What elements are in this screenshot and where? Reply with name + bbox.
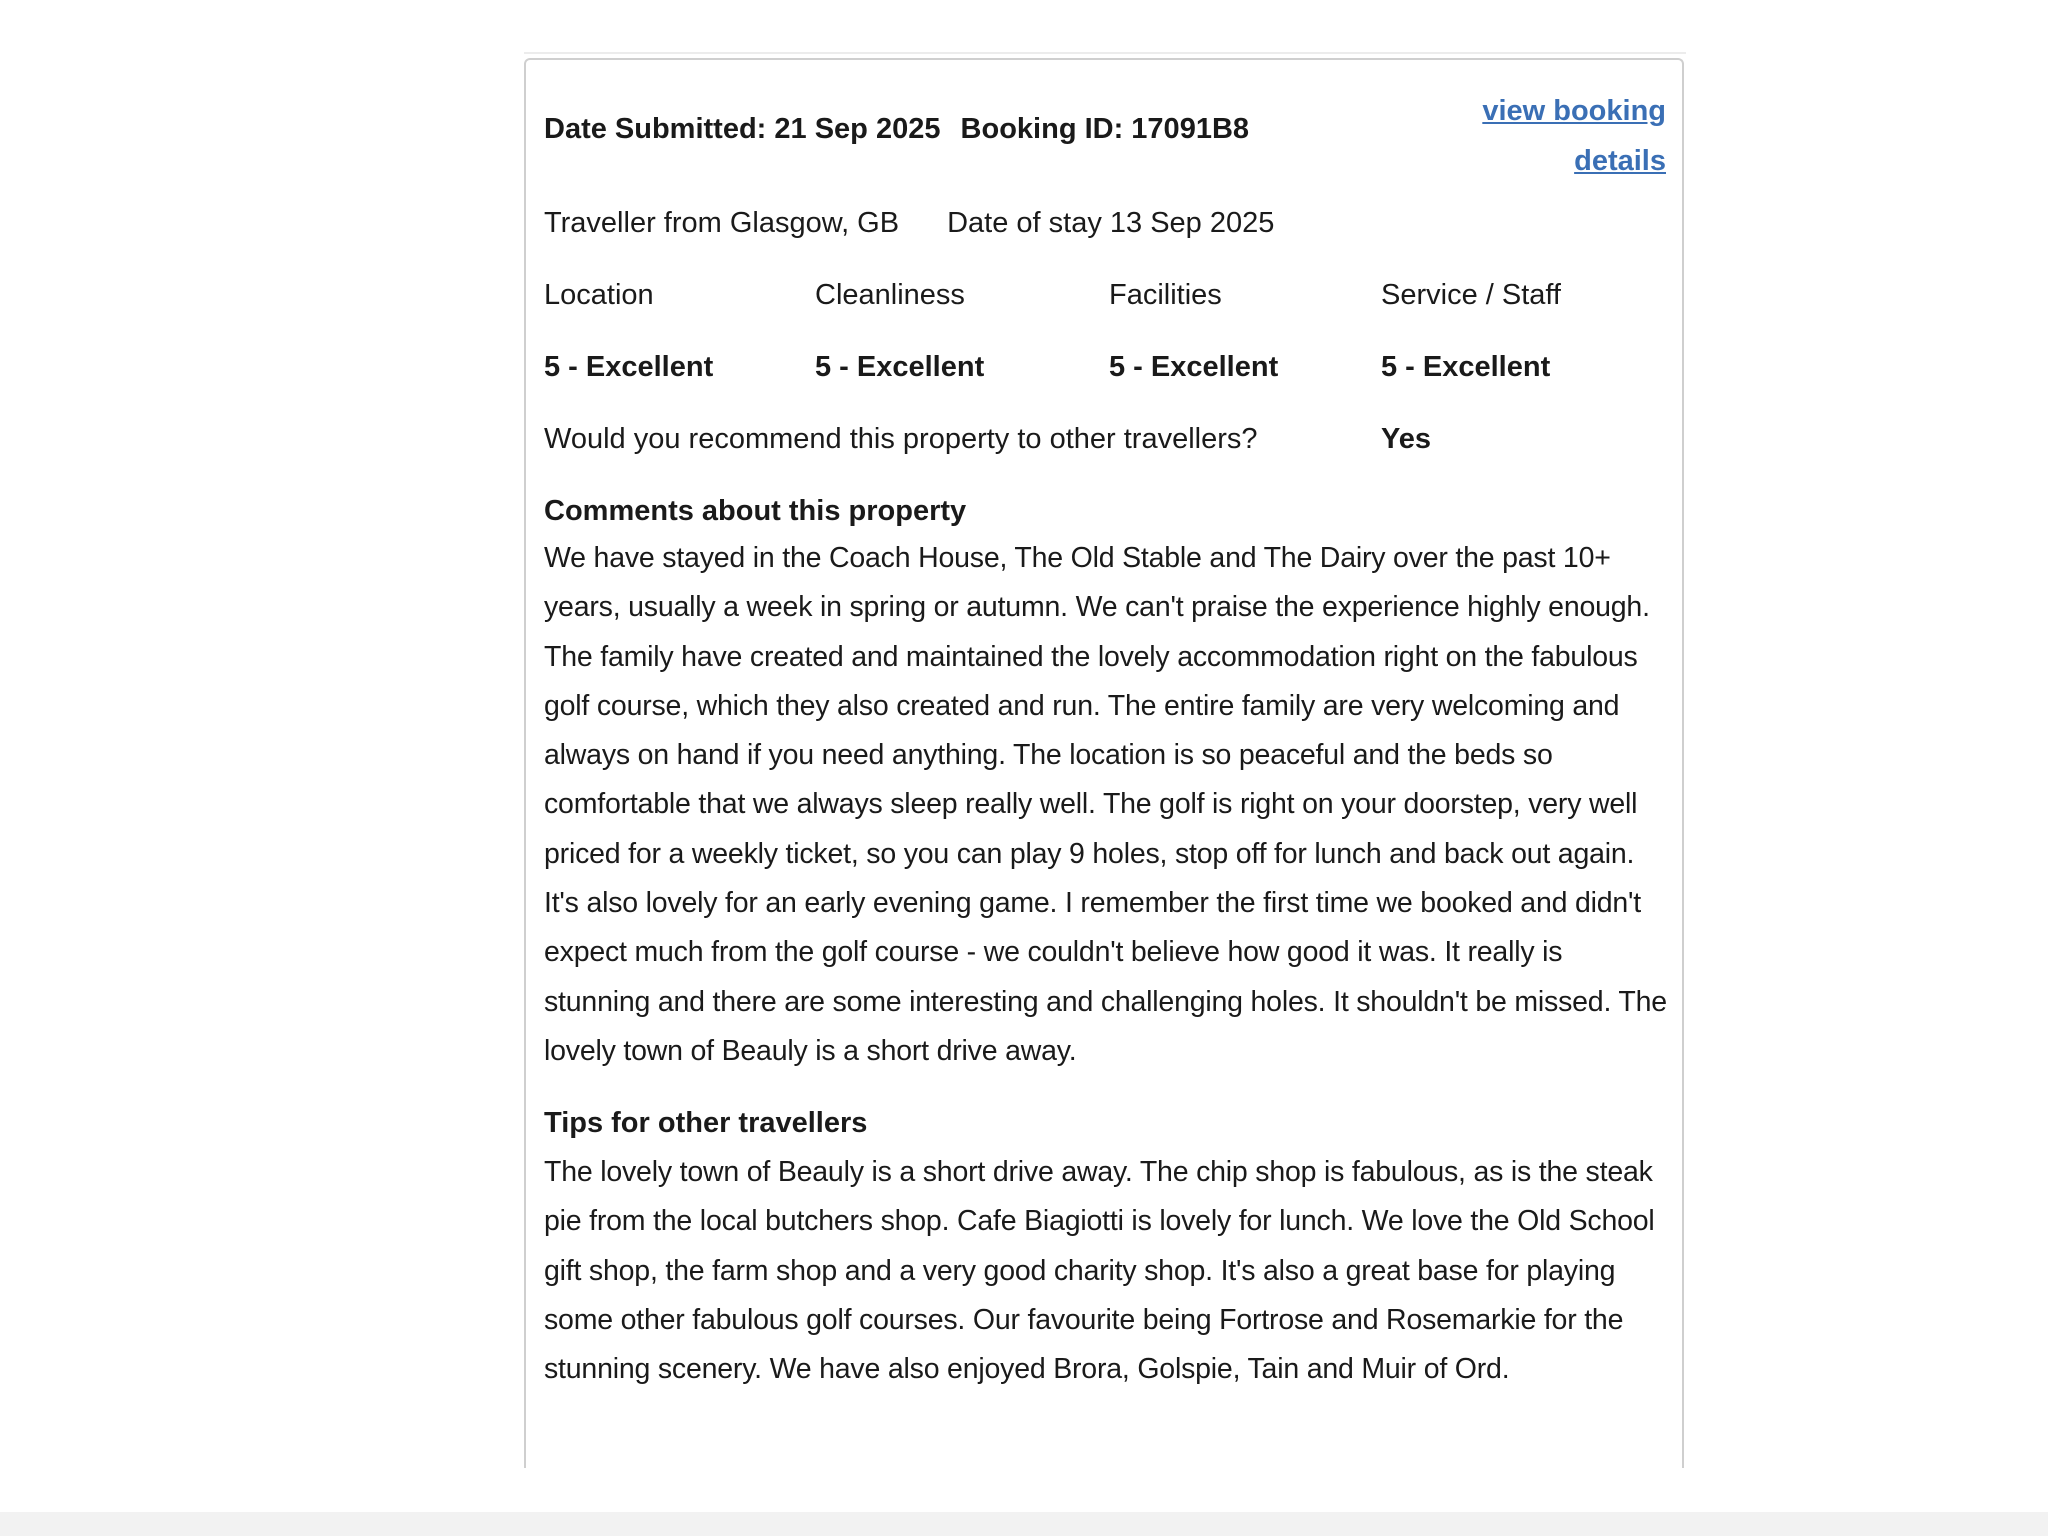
recommend-question: Would you recommend this property to other travellers?: [544, 423, 1258, 455]
traveller-info: [544, 206, 1274, 240]
view-booking-link-line2[interactable]: details: [1574, 145, 1666, 177]
tips-body: The lovely town of Beauly is a short drive away. The chip shop is fabulous, as is the steak pie from the local butchers shop. Cafe Biagiotti is lovely for lunch. We love the Old School gift shop, the farm shop and a very good charity shop. It's also a great base for playing some other fabulous golf courses. Our favourite being Fortrose and Rosemarkie for the stunning scenery. We have also enjoyed Brora, Golspie, Tain and Muir of Ord.: [544, 1156, 1655, 1386]
tips-title: Tips for other travellers: [544, 1107, 868, 1139]
rating-label-service-staff: Service / Staff: [1381, 279, 1561, 311]
review-header: [544, 112, 1249, 146]
review-card: [524, 58, 1684, 1468]
rating-value-cleanliness: 5 - Excellent: [815, 351, 985, 383]
footer-bar: [0, 1512, 2048, 1536]
comments-body: We have stayed in the Coach House, The Old Stable and The Dairy over the past 10+ years, usually a week in spring or autumn. We can't praise the experience highly enough. The family have created and maintained the lovely accommodation right on the fabulous golf course, which they also created and run. The entire family are very welcoming and always on hand if you need anything. The location is so peaceful and the beds so comfortable that we always sleep really well. The golf is right on your doorstep, very well priced for a weekly ticket, so you can play 9 holes, stop off for lunch and back out again. It's also lovely for an early evening game. I remember the first time we booked and didn't expect much from the golf course - we couldn't believe how good it was. It really is stunning and there are some interesting and challenging holes. It shouldn't be missed. The lovely town of Beauly is a short drive away.: [544, 542, 1667, 1067]
recommend-answer: Yes: [1381, 423, 1431, 455]
rating-label-cleanliness: Cleanliness: [815, 279, 965, 311]
view-booking-details-link[interactable]: [1446, 86, 1666, 186]
date-of-stay: Date of stay 13 Sep 2025: [947, 207, 1275, 239]
traveller-from: Traveller from Glasgow, GB: [544, 207, 900, 239]
divider: [524, 52, 1686, 54]
rating-label-facilities: Facilities: [1109, 279, 1222, 311]
rating-label-location: Location: [544, 279, 654, 311]
rating-value-facilities: 5 - Excellent: [1109, 351, 1279, 383]
booking-id: Booking ID: 17091B8: [960, 113, 1250, 145]
rating-value-service-staff: 5 - Excellent: [1381, 351, 1551, 383]
comments-title: Comments about this property: [544, 495, 967, 527]
rating-value-location: 5 - Excellent: [544, 351, 714, 383]
date-submitted: Date Submitted: 21 Sep 2025: [544, 113, 941, 145]
view-booking-link-line1[interactable]: view booking: [1482, 95, 1666, 127]
